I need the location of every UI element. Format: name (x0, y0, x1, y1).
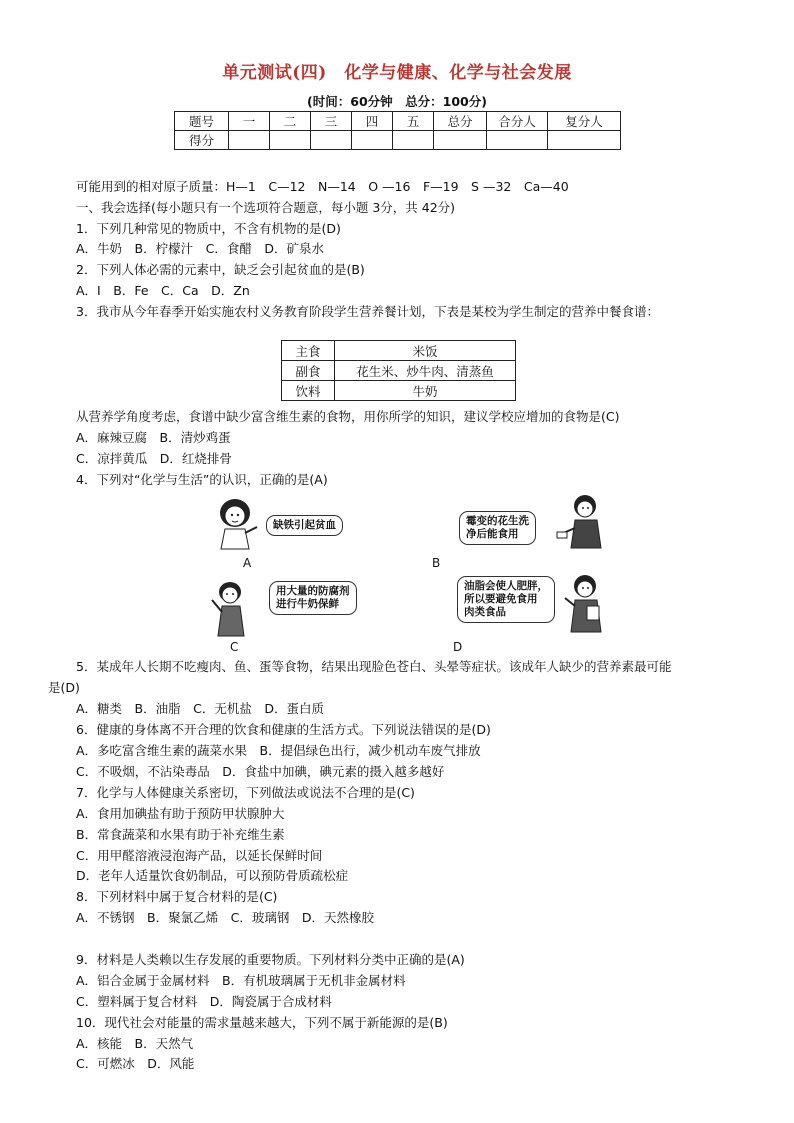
girl-figure-a (211, 497, 261, 551)
exam-time-total: (时间：60分钟 总分：100分) (307, 94, 487, 109)
speech-bubble-d: 油脂会使人肥胖， 所以要避免食用 肉类食品 (457, 576, 555, 623)
option-label-c: C (230, 640, 239, 654)
score-cell: 复分人 (548, 112, 621, 131)
menu-value: 牛奶 (335, 381, 516, 401)
menu-key: 主食 (282, 341, 335, 361)
score-cell: 合分人 (487, 112, 548, 131)
score-input-cell[interactable] (487, 131, 548, 150)
question-options: C．塑料属于复合材料 D．陶瓷属于合成材料 (76, 994, 332, 1009)
question-text: 从营养学角度考虑，食谱中缺少富含维生素的食物，用你所学的知识，建议学校应增加的食物是(C) (76, 409, 620, 424)
question-option: C．用甲醛溶液浸泡海产品，以延长保鲜时间 (76, 848, 323, 863)
question-options: A．I B．Fe C．Ca D．Zn (76, 283, 250, 298)
man-figure-d (557, 572, 607, 634)
question-options: A．铝合金属于金属材料 B．有机玻璃属于无机非金属材料 (76, 973, 406, 988)
score-table-score-row (175, 131, 621, 150)
score-input-cell[interactable] (352, 131, 393, 150)
menu-table (281, 340, 516, 401)
menu-row (282, 361, 516, 381)
score-input-cell[interactable] (434, 131, 487, 150)
option-label-b: B (432, 556, 441, 570)
section-heading: 一、我会选择(每小题只有一个选项符合题意，每小题 3分，共 42分) (76, 200, 456, 215)
question-option: D．老年人适量饮食奶制品，可以预防骨质疏松症 (76, 868, 349, 883)
question-options: C．凉拌黄瓜 D．红烧排骨 (76, 451, 232, 466)
score-table-header-row (175, 112, 621, 131)
question-options: A．牛奶 B．柠檬汁 C．食醋 D．矿泉水 (76, 241, 324, 256)
question-options: A．核能 B．天然气 (76, 1036, 194, 1051)
question-options: A．麻辣豆腐 B．清炒鸡蛋 (76, 430, 231, 445)
question-option: B．常食蔬菜和水果有助于补充维生素 (76, 827, 285, 842)
question-stem: 3．我市从今年春季开始实施农村义务教育阶段学生营养餐计划，下表是某校为学生制定的营养中餐食谱： (76, 304, 659, 319)
score-cell: 一 (229, 112, 270, 131)
option-label-d: D (453, 640, 463, 654)
speech-bubble-b: 霉变的花生洗 净后能食用 (459, 511, 536, 545)
atomic-masses: 可能用到的相对原子质量：H—1 C—12 N—14 O —16 F—19 S —32 Ca—40 (76, 179, 569, 194)
menu-value: 花生米、炒牛肉、清蒸鱼 (335, 361, 516, 381)
menu-key: 饮料 (282, 381, 335, 401)
menu-row (282, 381, 516, 401)
score-input-cell[interactable] (229, 131, 270, 150)
score-table (174, 111, 621, 150)
speech-bubble-c: 用大量的防腐剂 进行牛奶保鲜 (269, 581, 357, 615)
score-input-cell[interactable] (393, 131, 434, 150)
question-stem: 10．现代社会对能量的需求量越来越大，下列不属于新能源的是(B) (76, 1015, 448, 1030)
question-stem: 8．下列材料中属于复合材料的是(C) (76, 889, 278, 904)
score-cell: 题号 (175, 112, 229, 131)
question-options: A．糖类 B．油脂 C．无机盐 D．蛋白质 (76, 701, 324, 716)
question-option: A．食用加碘盐有助于预防甲状腺肿大 (76, 806, 285, 821)
option-label-a: A (243, 556, 252, 570)
score-cell: 三 (311, 112, 352, 131)
boy-figure-c (206, 578, 252, 638)
question-options: A．不锈钢 B．聚氯乙烯 C．玻璃钢 D．天然橡胶 (76, 910, 374, 925)
question-options: A．多吃富含维生素的蔬菜水果 B．提倡绿色出行，减少机动车废气排放 (76, 743, 481, 758)
question-options: C．可燃冰 D．风能 (76, 1056, 195, 1071)
question-options: C．不吸烟，不沾染毒品 D．食盐中加碘，碘元素的摄入越多越好 (76, 764, 445, 779)
question-stem: 1．下列几种常见的物质中，不含有机物的是(D) (76, 221, 341, 236)
question-stem: 9．材料是人类赖以生存发展的重要物质。下列材料分类中正确的是(A) (76, 952, 465, 967)
question-stem-cont: 是(D) (48, 680, 80, 695)
question-stem: 2．下列人体必需的元素中，缺乏会引起贫血的是(B) (76, 262, 365, 277)
menu-value: 米饭 (335, 341, 516, 361)
question-stem: 7．化学与人体健康关系密切，下列做法或说法不合理的是(C) (76, 785, 415, 800)
score-input-cell[interactable] (270, 131, 311, 150)
speech-bubble-a: 缺铁引起贫血 (266, 515, 343, 536)
score-input-cell[interactable] (311, 131, 352, 150)
score-cell: 四 (352, 112, 393, 131)
man-figure-b (555, 492, 607, 550)
score-input-cell[interactable] (548, 131, 621, 150)
page-title: 单元测试(四) 化学与健康、化学与社会发展 (222, 63, 572, 83)
score-cell: 总分 (434, 112, 487, 131)
question-stem: 5．某成年人长期不吃瘦肉、鱼、蛋等食物，结果出现脸色苍白、头晕等症状。该成年人缺少的营养素最可能 (76, 659, 672, 674)
question-stem: 6．健康的身体离不开合理的饮食和健康的生活方式。下列说法错误的是(D) (76, 722, 491, 737)
score-cell: 得分 (175, 131, 229, 150)
menu-row (282, 341, 516, 361)
score-cell: 五 (393, 112, 434, 131)
menu-key: 副食 (282, 361, 335, 381)
score-cell: 二 (270, 112, 311, 131)
question-stem: 4．下列对“化学与生活”的认识，正确的是(A) (76, 472, 328, 487)
